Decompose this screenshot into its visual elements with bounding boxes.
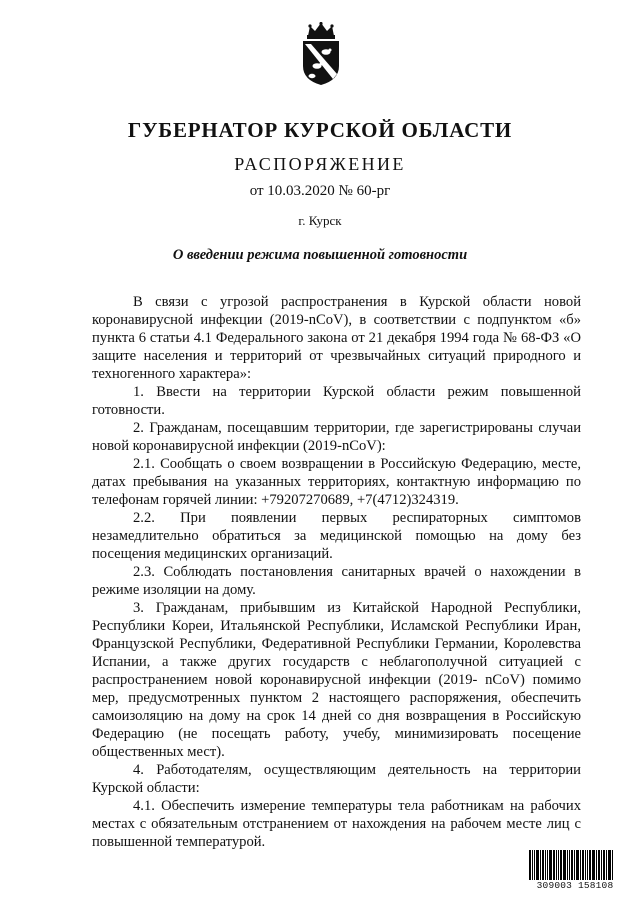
paragraph-preamble: В связи с угрозой распространения в Курской области новой коронавирусной инфекции (2019-nCoV), в соответствии с подпунктом «б» пункта 6 статьи 4.1 Федерального закона от 21 декабря 1994 года № 68-ФЗ «О защите населения и территорий от чрезвычайных ситуаций природного и техногенного характера»: <box>92 294 581 382</box>
document-date-number: от 10.03.2020 № 60-рг <box>249 183 391 199</box>
document-body <box>92 293 581 851</box>
document-city: г. Курск <box>298 213 342 228</box>
paragraph-2-3: 2.3. Соблюдать постановления санитарных врачей о нахождении в режиме изоляции на дому. <box>92 564 581 598</box>
paragraph-3: 3. Гражданам, прибывшим из Китайской Народной Республики, Республики Кореи, Итальянской Республики, Исламской Республики Иран, Французской Республики, Федеративной Республики Германии, Королевства Испании, а также других государств с неблагополучной ситуацией с распространением новой коронавирусной инфекции (2019- nCoV) помимо мер, предусмотренных пунктом 2 настоящего распоряжения, обеспечить самоизоляцию на дому на срок 14 дней со дня возвращения в Российскую Федерацию (не посещать работу, учебу, минимизировать посещение общественных мест). <box>92 600 581 760</box>
document-subject: О введении режима повышенной готовности <box>172 247 468 263</box>
barcode-number: 309003 158108 <box>536 880 614 891</box>
paragraph-4-1: 4.1. Обеспечить измерение температуры тела работникам на рабочих местах с обязательным отстранением от нахождения на рабочем месте лиц с повышенной температурой. <box>92 798 581 850</box>
kursk-coat-of-arms-icon <box>296 22 346 86</box>
paragraph-4: 4. Работодателям, осуществляющим деятельность на территории Курской области: <box>92 762 581 796</box>
paragraph-1: 1. Ввести на территории Курской области режим повышенной готовности. <box>92 384 581 418</box>
document-type: РАСПОРЯЖЕНИЕ <box>234 154 406 174</box>
paragraph-2-1: 2.1. Сообщать о своем возвращении в Российскую Федерацию, месте, датах пребывания на указанных территориях, контактную информацию по телефонам горячей линии: +79207270689, +7(4712)324319. <box>92 456 581 508</box>
paragraph-2-2: 2.2. При появлении первых респираторных симптомов незамедлительно обратиться за медицинской помощью на дому без посещения медицинских организаций. <box>92 510 581 562</box>
barcode-icon <box>529 850 621 892</box>
issuer-title: ГУБЕРНАТОР КУРСКОЙ ОБЛАСТИ <box>127 118 513 142</box>
barcode-bars <box>529 850 621 880</box>
paragraph-2: 2. Гражданам, посещавшим территории, где зарегистрированы случаи новой коронавирусной инфекции (2019-nCoV): <box>92 420 581 454</box>
